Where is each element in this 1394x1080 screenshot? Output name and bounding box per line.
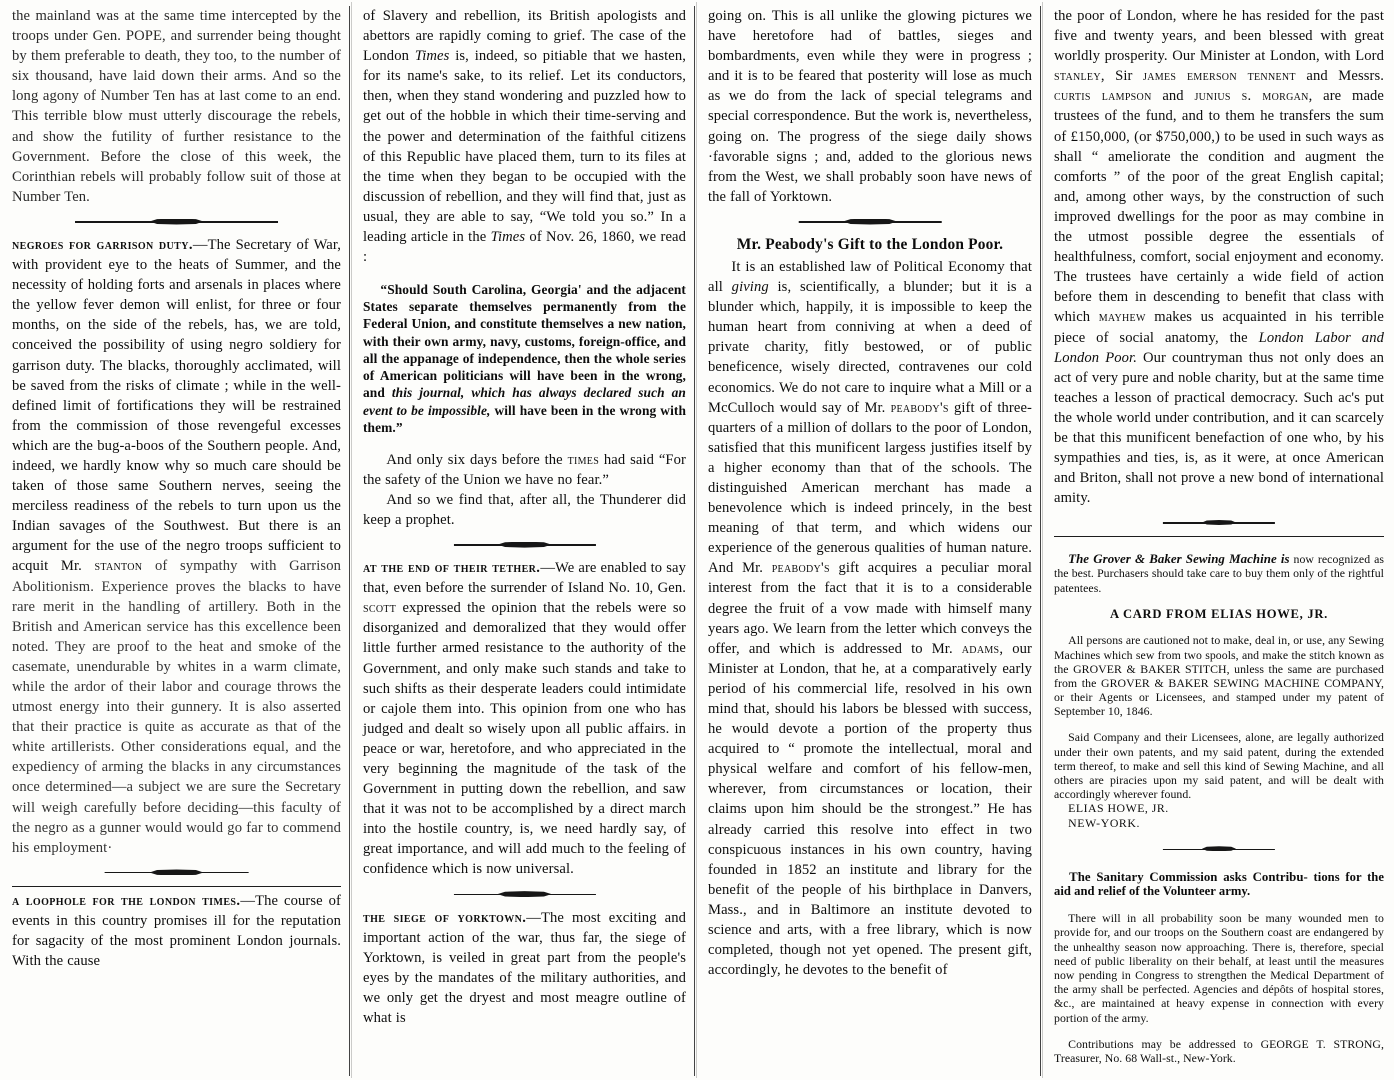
proper-name-tennent: james emerson tennent (1143, 68, 1296, 85)
headline-dash: — (192, 236, 208, 253)
body-part-3: and Messrs. (1295, 68, 1384, 85)
article-divider-ornament-4 (363, 887, 686, 903)
ad-city-line: NEW-YORK. (1068, 815, 1141, 830)
body-part-2: , Sir (1100, 68, 1144, 85)
body-part-3: gift of three-quarters of a million of dollars to the poor of London, satisfied that this munificent largess justifies itself by a higher economy than that of the schools. The distinguished American merchant has made a benevolence which is indeed princely, in the best meaning of that term, and which widens our experience of the generous qualities of human nature. And Mr. (708, 399, 1032, 577)
quote-part-2: will have been in the wrong with them.” (363, 402, 686, 435)
ad-subheading-elias-howe: A CARD FROM ELIAS HOWE, JR. (1110, 606, 1328, 621)
ad-divider-ornament-2 (1054, 842, 1384, 858)
article-divider-ornament-2 (12, 865, 341, 881)
ad-sanitary-paragraph-2: Contributions may be addressed to GEORGE T. STRONG, Treasurer, No. 68 Wall-st., New-York. (1054, 1036, 1384, 1065)
proper-name-stanton: stanton (94, 558, 143, 575)
article-divider-ornament (12, 214, 341, 230)
headline-dash-4: — (526, 909, 541, 926)
body-part-5: , our Minister at London, that he, at a comparatively early period of his commercial life, resolved in his own mind that, should his labors be blessed with success, he would devote a portion of the property thus acquired to “ promote the intellectual, moral and physical welfare and comfort of his fellow-men, wherever, from circumstances or location, their claims upon him should be the strongest.” He has already carried this resolve into effect in two conspicuous instances in his own country, having founded in 1852 an institute and library for the benefit of the people of his birthplace in Danvers, Mass., and in Baltimore an institute devoted to science and arts, with a free library, which is now completed, though not yet opened. The present gift, accordingly, he devotes to the benefit of (708, 640, 1032, 979)
body-part-2: is, scientifically, a blunder; but it is a blunder which, happily, it is impossible to keep the human heart from conniving at when a deed of private charity, fitly bestowed, or of public beneficence, wisely directed, contravenes our cold economics. We do not care to inquire what a Mill or a McCulloch would say of Mr. (708, 279, 1032, 416)
body-part-4: And only six days before the (386, 451, 568, 468)
ad-paragraph-2 (1054, 730, 1384, 829)
headline-dash-3: — (540, 560, 556, 577)
article-body-part-1: The Secretary of War, with provident eye to the heats of Summer, and the necessity of holding forts and arsenals in places where the yellow fever demon will enlist, for three or four months, on the side of the rebels, has, we are told, conceived the possibility of using negro soldiery for garrison duty. The blacks, thoroughly acclimated, will be saved from the risks of climate ; while in the well-defined limit of fortifications they will be restrained from the commission of those revengeful excesses which are the bug-a-boos of the Southern people. And, indeed, we hardly know why so much care should be taken of those same Southern nerves, seeing the merciless readiness of the rebels to turn upon us the Indian savages of the Southwest. But there is an argument for the use of the negro troops sufficient to acquit Mr. (12, 236, 341, 575)
quote-part-1: “Should South Carolina, Georgia' and the adjacent States separate themselves permanently from the Federal Union, and constitute themselves a new nation, with their own army, navy, customs, foreign-office, and all the appanage of independence, then the whole series of American politicians will have been in the wrong, and (363, 281, 686, 401)
article-siege-of-yorktown (363, 908, 686, 1029)
body-part-1: It is an established law of Political Economy that all (708, 258, 1032, 296)
column-3 (696, 0, 1042, 1080)
body-part-1: of Slavery and rebellion, its British apologists and abettors are rapidly coming to grief. The case of the London (363, 8, 686, 65)
headline-end-of-their-tether: at the end of their tether. (363, 560, 541, 577)
advertisement-block (1054, 536, 1384, 1080)
body-part-4: gift acquires a peculiar moral interest from the fact that it is to a considerable degree the fruit of a vow made with himself many years ago. We learn from the letter which conveys the offer, and which is addressed to Mr. (708, 560, 1032, 657)
proper-name-times: times (567, 451, 600, 468)
ad-paragraph-1: All persons are cautioned not to make, deal in, or use, any Sewing Machines which sew from two spools, and make the stitch known as the GROVER & BAKER STITCH, unless the same are purchased from the GROVER & BAKER SEWING MACHINE COMPANY, or their Agents or Licensees, and stamped under my patent of September 10, 1846. (1054, 633, 1384, 719)
ad-title-sanitary-commission-line2: tions for the aid and relief of the Volunteer army. (1054, 870, 1385, 899)
italic-giving: giving (731, 279, 769, 296)
proper-name-lampson: curtis lampson (1054, 88, 1152, 105)
column-1 (0, 0, 351, 1080)
body-part-5: , are made trustees of the fund, and to them he transfers the sum of £150,000, (or $750,000,) to be used in such ways as shall “ ameliorate the condition and augment the comforts ” of the poor of the great English capital; and, among other ways, by the construction of such improved dwellings for the poor as may combine in the utmost possible degree the essentials of healthfulness, comfort, social enjoyment and economy. The trustees have certainly a wide field of action before them in descending to benefit that class with which (1054, 88, 1385, 326)
proper-name-adams: adams (961, 640, 1000, 657)
italic-times-2: Times (490, 229, 526, 246)
article-divider-ornament-3 (363, 537, 686, 553)
article-island-no-10-continuation: the mainland was at the same time intercepted by the troops under Gen. POPE, and surrender being thought by them preferable to death, they too, to the number of six thousand, have laid down their arms. And so the long agony of Number Ten has at last come to an end. This terrible blow must utterly discourage the rebels, and show the futility of further resistance to the Government. Before the close of this week, the Corinthian rebels will probably follow suit of those at Number Ten. (12, 8, 341, 205)
italic-times-1: Times (414, 48, 450, 65)
headline-siege-of-yorktown: the siege of yorktown. (363, 909, 527, 926)
column-4 (1042, 0, 1394, 1080)
quote-italic-clause: this journal, which has always declared such an event to be impossible, (363, 385, 686, 418)
headline-negroes-garrison-duty: negroes for garrison duty. (12, 236, 193, 253)
ad-sanitary-paragraph-1: There will in all probability soon be many wounded men to provide for, and our troops on the Southern coast are endangered by the unhealthy season now approaching. There is, therefore, special need of public liberality on their behalf, at least until the measures now pending in Congress to strengthen the Medical Department of the army shall be perfected. Agencies and dépôts of hospital stores, &c., are maintained at heavy expense in connection with every portion of the army. (1054, 911, 1384, 1025)
advertisement-grover-baker[interactable] (1054, 552, 1384, 595)
advertisement-sanitary-commission[interactable] (1054, 870, 1384, 898)
article-body-part-2: of sympathy with Garrison Abolitionism. Experience proves the blacks to have rare merit in the handling of artillery. Both in the British and American service has this excellence been noted. They are proof to the heat and smoke of the casemate, unendurable by whites in a warm climate, while the ardor of their labor and courage throws the utmost energy into their gunnery. It is also asserted that their practice is quite as accurate as that of the white artillerists. Other considerations equal, and the expediency of arming the blacks in any circumstances once determined—a subject we are sure the Secretary will weigh carefully before deciding—this faculty of the negro as a gunner would would go far to commend his employment· (12, 558, 341, 856)
body-part-5: had said “For the safety of the Union we have no fear.” (363, 451, 686, 488)
proper-name-peabody-2: peabody's (771, 560, 830, 577)
article-divider-ornament-5 (708, 214, 1032, 230)
ad-lead-text: now recognized as the best. Purchasers should take care to buy them only of the rightful patentees. (1054, 552, 1384, 595)
headline-peabody-gift: Mr. Peabody's Gift to the London Poor. (736, 235, 1004, 253)
article-at-the-end-of-their-tether (363, 558, 686, 880)
proper-name-stanley: stanley (1054, 68, 1101, 85)
body-part-7: expressed the opinion that the rebels were so disorganized and demoralized that they would offer little further armed resistance to the authority of the Government, and only make such stands and take to such shifts as their desperate leaders could intimidate or cajole them into. This opinion from one who has judged and dealt so wisely upon all public affairs. in peace or war, heretofore, and who appreciated in the very beginning the magnitude of the task of the Government in putting down the rebellion, and saw that it was not to be accomplished by a direct march into the hostile country, is, we need hardly say, of great importance, and will add much to the feeling of confidence which is now universal. (363, 600, 686, 878)
quoted-times-editorial (363, 281, 686, 437)
headline-loophole-london-times: a loophole for the london times. (12, 892, 241, 909)
ad-divider-ornament (1054, 515, 1384, 531)
body-part-3: of Nov. 26, 1860, we read : (363, 229, 686, 266)
article-body: The course of events in this country promises ill for the reputation for sagacity of the most prominent London journals. With the cause (12, 892, 342, 970)
ad-paragraph-2-text: Said Company and their Licensees, alone, are legally authorized under their own patents, and my said patent, during the extended term thereof, to make and sell this kind of Sewing Machine, and all others are piracies upon my said patent, and will be dealt with accordingly wherever found. (1054, 730, 1384, 802)
ad-signature: ELIAS HOWE, JR. (1068, 801, 1169, 816)
article-peabody-gift-body (708, 257, 1032, 980)
headline-dash-2: — (240, 892, 256, 909)
proper-name-peabody-1: peabody's (890, 399, 949, 416)
column-2 (351, 0, 696, 1080)
proper-name-mayhew: mayhew (1098, 309, 1146, 326)
article-loophole-continuation (363, 6, 686, 267)
body-part-7: Our countryman thus not only does an act of very pure and noble charity, but at the same time teaches a lesson of practical democracy. Such ac's put the whole world under contribution, and it can scarcely be that this munificent benefaction of one who, by his sympathies and ties, is, as it were, at once American and Briton, shall not prove a new bond of international amity. (1054, 349, 1385, 507)
body-part-8: The most exciting and important action of the war, thus far, the siege of Yorktown, is veiled in great part from the people's eyes by the mandates of the military authorities, and we only get the dryest and most meagre outline of what is (363, 909, 686, 1027)
proper-name-morgan: junius s. morgan (1194, 88, 1309, 105)
article-peabody-gift-continuation (1054, 6, 1384, 508)
article-loophole-london-times (12, 891, 341, 971)
italic-book-title: London Labor and London Poor. (1054, 329, 1384, 366)
ad-title-grover-baker: The Grover & Baker Sewing Machine is (1068, 552, 1290, 567)
paragraph-six-days-before (363, 450, 686, 490)
article-siege-yorktown-continuation: going on. This is all unlike the glowing pictures we have heretofore had of battles, sieges and bombardments, even while they were in progress ; and it is to be feared that posterity will lose as much as we do from the lack of special telegrams and special correspondence. But the work is, nevertheless, going on. The progress of the siege daily shows ·favorable signs ; and, added to the glorious news from the West, we shall probably soon have news of the fall of Yorktown. (708, 8, 1032, 205)
proper-name-scott: scott (363, 600, 397, 617)
body-part-6: makes us acquainted in his terrible piece of social anatomy, the (1054, 309, 1384, 346)
article-loophole-london-times-wrap (12, 886, 341, 971)
body-part-1: the poor of London, where he has resided for the past five and twenty years, and been blessed with great worldly prosperity. Our Minister at London, with Lord (1054, 8, 1384, 65)
body-part-4: and (1151, 88, 1195, 105)
body-part-6: We are enabled to say that, even before the surrender of Island No. 10, Gen. (363, 560, 686, 597)
ad-title-sanitary-commission: The Sanitary Commission asks Contribu- (1069, 870, 1308, 885)
paragraph-thunderer: And so we find that, after all, the Thunderer did keep a prophet. (363, 491, 686, 528)
body-part-2: is, indeed, so pitiable that we hasten, for its name's sake, to its relief. Let its conductors, then, when they stand wondering and puzzled how to get out of the hobble in which their time-serving and the power and determination of the faithful citizens of this Republic have placed them, turn to its files at the time when they began to be occupied with the discussion of rebellion, and they will find that, just as usual, they are able to say, “We told you so.” In a leading article in the (363, 48, 686, 246)
article-negroes-for-garrison-duty (12, 235, 341, 858)
